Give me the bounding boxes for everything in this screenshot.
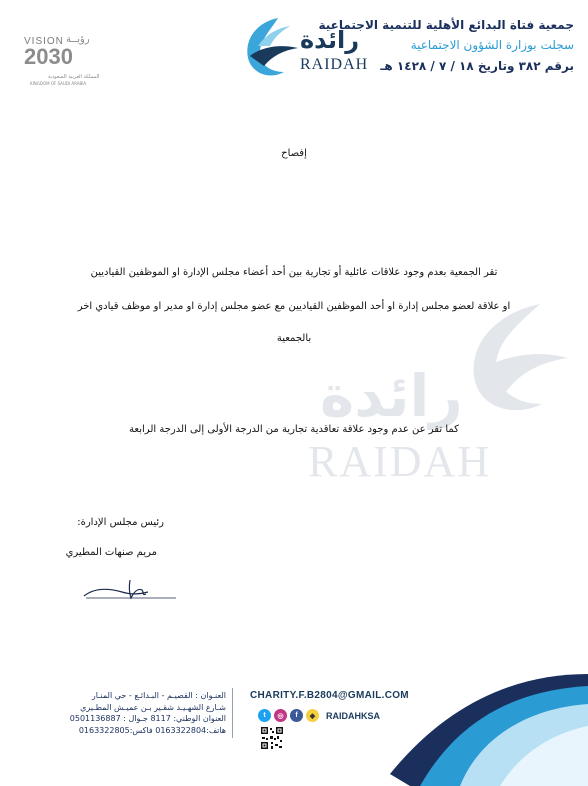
handwritten-signature xyxy=(82,576,178,606)
vision-label: VISION xyxy=(24,36,64,47)
vision-2030-logo xyxy=(22,34,102,84)
vision-label-ar: رؤيــة xyxy=(66,34,90,45)
footer-wave-decoration xyxy=(350,664,588,786)
org-registration-number: برقم ٣٨٢ وتاريخ ١٨ / ٧ / ١٤٢٨ هـ xyxy=(380,59,574,73)
twitter-icon[interactable]: t xyxy=(258,709,271,722)
address-line-4: هاتف:0163322804 فاكس:0163322805 xyxy=(78,725,226,735)
snapchat-icon[interactable]: ◆ xyxy=(306,709,319,722)
footer-divider xyxy=(232,688,233,738)
watermark-drop-icon xyxy=(450,300,570,420)
instagram-icon[interactable]: ◎ xyxy=(274,709,287,722)
logo-name-en: RAIDAH xyxy=(300,56,369,73)
watermark-name-ar: رائدة xyxy=(320,362,463,430)
vision-sub-en: KINGDOM OF SAUDI ARABIA xyxy=(30,81,87,86)
contact-email[interactable]: CHARITY.F.B2804@GMAIL.COM xyxy=(250,690,409,701)
address-line-2: شـارع الشهـيـد شقـير بـن عميـش المطـيري xyxy=(80,702,226,712)
org-name: جمعية فتاة البدائع الأهلية للتنمية الاجتماعية xyxy=(318,18,574,32)
footer-address xyxy=(70,690,226,736)
facebook-icon[interactable]: f xyxy=(290,709,303,722)
disclosure-line-2: او علاقة لعضو مجلس إدارة او أحد الموظفين القياديين مع عضو مجلس إدارة او مدير او موظف قيادي اخر xyxy=(77,301,511,312)
disclosure-line-3: بالجمعية xyxy=(276,333,312,344)
qr-code-icon xyxy=(260,726,284,750)
raidah-drop-icon xyxy=(238,16,302,80)
social-links xyxy=(258,709,380,722)
signatory-name: مريم صنهات المطيري xyxy=(65,547,157,558)
disclosure-line-1: تقر الجمعية بعدم وجود علاقات عائلية أو تجارية بين أحد أعضاء مجلس الإدارة او الموظفين القياديين xyxy=(90,267,498,278)
raidah-watermark xyxy=(250,300,570,490)
org-registration: سجلت بوزارة الشؤون الاجتماعية xyxy=(410,38,574,52)
vision-year: 2030 xyxy=(24,44,73,69)
social-handle[interactable]: RAIDAHKSA xyxy=(326,710,380,721)
signatory-title: رئيس مجلس الإدارة: xyxy=(77,517,164,528)
address-line-1: العنـوان : القصيـم - البـدائـع - حي المنـار xyxy=(91,691,226,700)
vision-sub-ar: المملكة العربية السعودية xyxy=(48,74,100,80)
address-line-3: العنوان الوطني: 8117 جـوال : 0501136887 xyxy=(69,714,226,723)
document-title: إفصاح xyxy=(281,148,307,159)
logo-name-ar: رائدة xyxy=(300,26,360,54)
footer-contact xyxy=(250,690,409,721)
watermark-name-en: RAIDAH xyxy=(308,437,492,486)
disclosure-paragraph-2: كما تقر عن عدم وجود علاقة تعاقدية تجارية من الدرجة الأولى إلى الدرجة الرابعة xyxy=(129,424,459,435)
